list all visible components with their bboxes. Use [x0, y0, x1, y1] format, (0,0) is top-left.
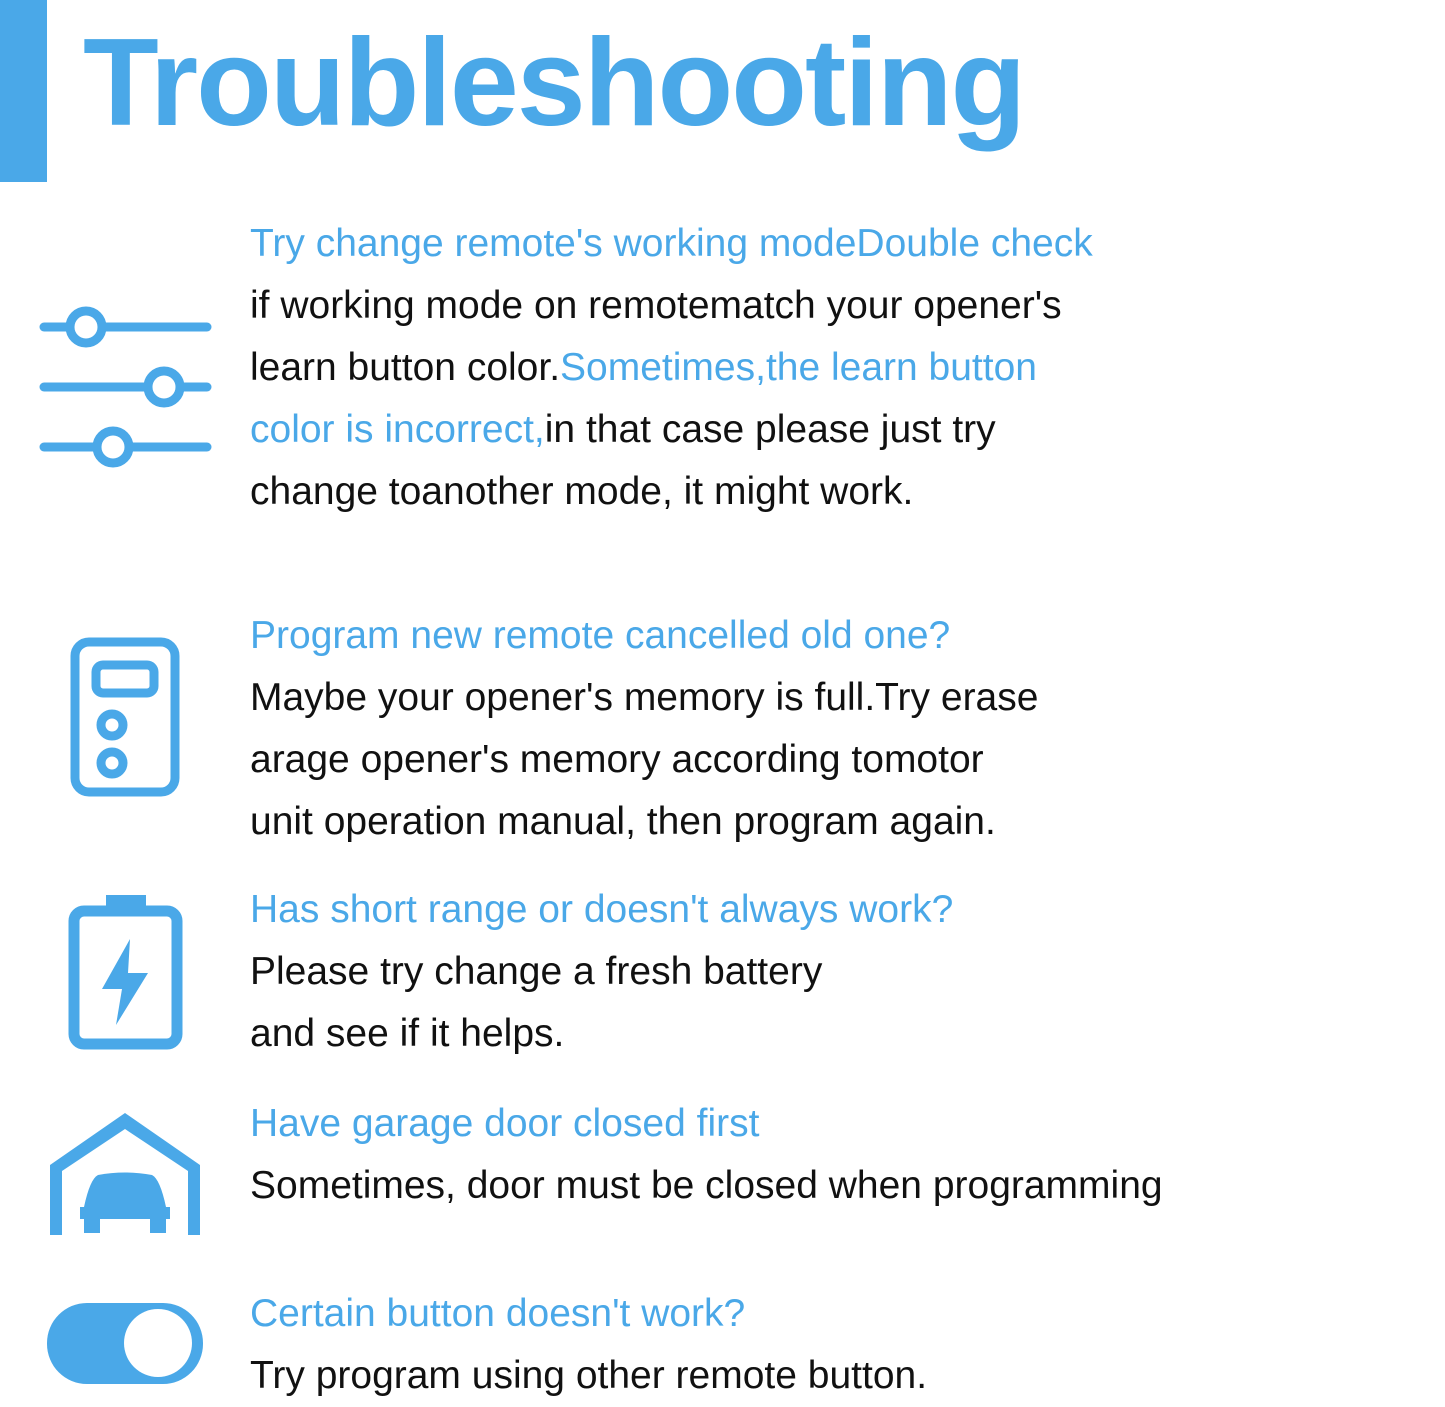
item-body [250, 275, 1435, 523]
body-line: arage opener's memory according tomotor [250, 738, 984, 781]
body-line-highlight: color is incorrect, [250, 408, 545, 451]
item-text [250, 605, 1445, 853]
body-line: if working mode on remotematch your opener's [250, 284, 1062, 327]
body-line: Sometimes, door must be closed when programming [250, 1164, 1163, 1207]
body-line: unit operation manual, then program again. [250, 800, 996, 843]
item-text [250, 879, 1445, 1065]
item-heading: Has short range or doesn't always work? [250, 888, 954, 931]
item-heading: Certain button doesn't work? [250, 1292, 746, 1335]
body-line: in that case please just try [544, 408, 996, 451]
item-heading: Try change remote's working modeDouble check [250, 222, 1093, 265]
remote-icon [0, 605, 250, 797]
body-line: change toanother mode, it might work. [250, 470, 914, 513]
toggle-icon [0, 1283, 250, 1386]
item-text [250, 1093, 1445, 1217]
sliders-icon [0, 213, 250, 470]
page-title: Troubleshooting [83, 14, 1025, 152]
header-accent-bar [0, 0, 47, 182]
body-line: learn button color. [250, 346, 561, 389]
body-line-highlight: Sometimes,the learn button [560, 346, 1037, 389]
list-item [0, 605, 1445, 853]
list-item [0, 1283, 1445, 1407]
item-heading: Have garage door closed first [250, 1102, 760, 1145]
item-body [250, 941, 1435, 1065]
item-body [250, 1155, 1435, 1217]
body-line: Try program using other remote button. [250, 1354, 928, 1397]
list-item [0, 1093, 1445, 1243]
body-line: and see if it helps. [250, 1012, 565, 1055]
item-body [250, 667, 1435, 853]
item-text [250, 213, 1445, 523]
body-line: Please try change a fresh battery [250, 950, 823, 993]
item-text [250, 1283, 1445, 1407]
item-body [250, 1345, 1435, 1407]
body-line: Maybe your opener's memory is full.Try erase [250, 676, 1039, 719]
battery-icon [0, 879, 250, 1050]
troubleshooting-list [0, 213, 1445, 1407]
item-heading: Program new remote cancelled old one? [250, 614, 951, 657]
list-item [0, 213, 1445, 523]
page-header [0, 0, 1445, 195]
garage-door-icon [0, 1093, 250, 1243]
list-item [0, 879, 1445, 1065]
